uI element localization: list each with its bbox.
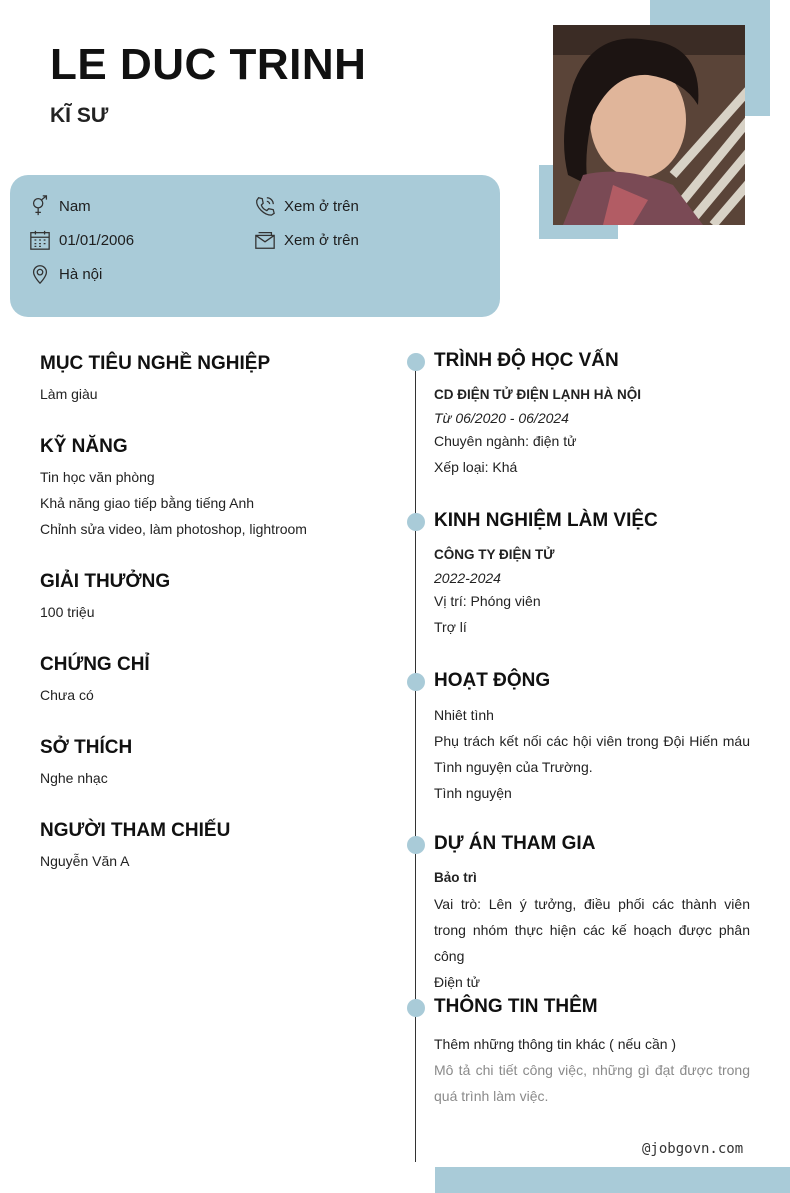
contact-birthdate (29, 229, 134, 251)
address-value: Hà nội (59, 265, 103, 283)
contact-gender (29, 195, 91, 217)
timeline-dot (407, 999, 425, 1017)
timeline-dot (407, 513, 425, 531)
phone-value: Xem ở trên (284, 197, 359, 215)
location-pin-icon (29, 263, 51, 285)
education-title: TRÌNH ĐỘ HỌC VẤN (434, 350, 619, 371)
certificates-title: CHỨNG CHỈ (40, 654, 150, 675)
section-awards (40, 571, 380, 625)
skills-title: KỸ NĂNG (40, 436, 128, 457)
section-hobbies (40, 737, 380, 791)
activity-line: Tình nguyện (434, 785, 512, 801)
calendar-icon (29, 229, 51, 251)
gender-icon (29, 195, 51, 217)
activity-line: Nhiêt tình (434, 707, 494, 723)
timeline-dot (407, 673, 425, 691)
candidate-name: LE DUC TRINH (50, 40, 367, 89)
objective-title: MỤC TIÊU NGHỀ NGHIỆP (40, 353, 271, 374)
experience-period: 2022-2024 (434, 570, 501, 586)
project-name: Bảo trì (434, 870, 477, 885)
section-projects (434, 833, 750, 995)
timeline-line (415, 362, 416, 1162)
decor-block-bottom (435, 1167, 790, 1193)
candidate-job-title: KĨ SƯ (50, 104, 109, 127)
awards-text: 100 triệu (40, 604, 95, 620)
mail-icon (254, 229, 276, 251)
projects-title: DỰ ÁN THAM GIA (434, 833, 596, 854)
birthdate-value: 01/01/2006 (59, 231, 135, 249)
experience-detail: Trợ lí (434, 619, 467, 635)
extra-info-line: Thêm những thông tin khác ( nếu cần ) (434, 1036, 677, 1052)
section-objective (40, 353, 380, 407)
section-activities (434, 670, 750, 806)
experience-company: CÔNG TY ĐIỆN TỬ (434, 547, 555, 562)
extra-info-description: Mô tả chi tiết công việc, những gì đạt được trong quá trình làm việc. (434, 1062, 750, 1104)
watermark-text: @jobgovn.com (642, 1141, 744, 1157)
skill-item: Khả năng giao tiếp bằng tiếng Anh (40, 495, 255, 511)
hobbies-text: Nghe nhạc (40, 770, 108, 786)
hobbies-title: SỞ THÍCH (40, 737, 133, 758)
email-value: Xem ở trên (284, 231, 359, 249)
references-text: Nguyễn Văn A (40, 853, 130, 869)
activity-line: Phụ trách kết nối các hội viên trong Đội Hiến máu Tình nguyện của Trường. (434, 733, 750, 775)
project-role: Vai trò: Lên ý tưởng, điều phối các thành viên trong nhóm thực hiện các kế hoạch được phân công (434, 896, 750, 964)
experience-position: Vị trí: Phóng viên (434, 593, 541, 609)
contact-address (29, 263, 102, 285)
education-period: Từ 06/2020 - 06/2024 (434, 410, 569, 426)
contact-email (254, 229, 359, 251)
phone-icon (254, 195, 276, 217)
awards-title: GIẢI THƯỞNG (40, 571, 171, 592)
education-grade: Xếp loại: Khá (434, 459, 518, 475)
section-extra-info (434, 996, 750, 1109)
section-certificates (40, 654, 380, 708)
section-experience (434, 510, 750, 640)
references-title: NGƯỜI THAM CHIẾU (40, 820, 231, 841)
section-education (434, 350, 750, 480)
skill-item: Chỉnh sửa video, làm photoshop, lightroom (40, 521, 307, 537)
extra-info-title: THÔNG TIN THÊM (434, 996, 598, 1017)
skill-item: Tin học văn phòng (40, 469, 155, 485)
contact-phone (254, 195, 359, 217)
timeline-dot (407, 836, 425, 854)
timeline-dot (407, 353, 425, 371)
project-field: Điện tử (434, 974, 480, 990)
objective-text: Làm giàu (40, 386, 98, 402)
contact-info-box (10, 175, 500, 317)
gender-value: Nam (59, 197, 91, 215)
education-major: Chuyên ngành: điện tử (434, 433, 577, 449)
education-school: CD ĐIỆN TỬ ĐIỆN LẠNH HÀ NỘI (434, 387, 641, 402)
activities-title: HOẠT ĐỘNG (434, 670, 551, 691)
experience-title: KINH NGHIỆM LÀM VIỆC (434, 510, 658, 531)
section-skills (40, 436, 380, 542)
certificates-text: Chưa có (40, 687, 94, 703)
profile-photo (553, 25, 745, 225)
section-references (40, 820, 380, 874)
